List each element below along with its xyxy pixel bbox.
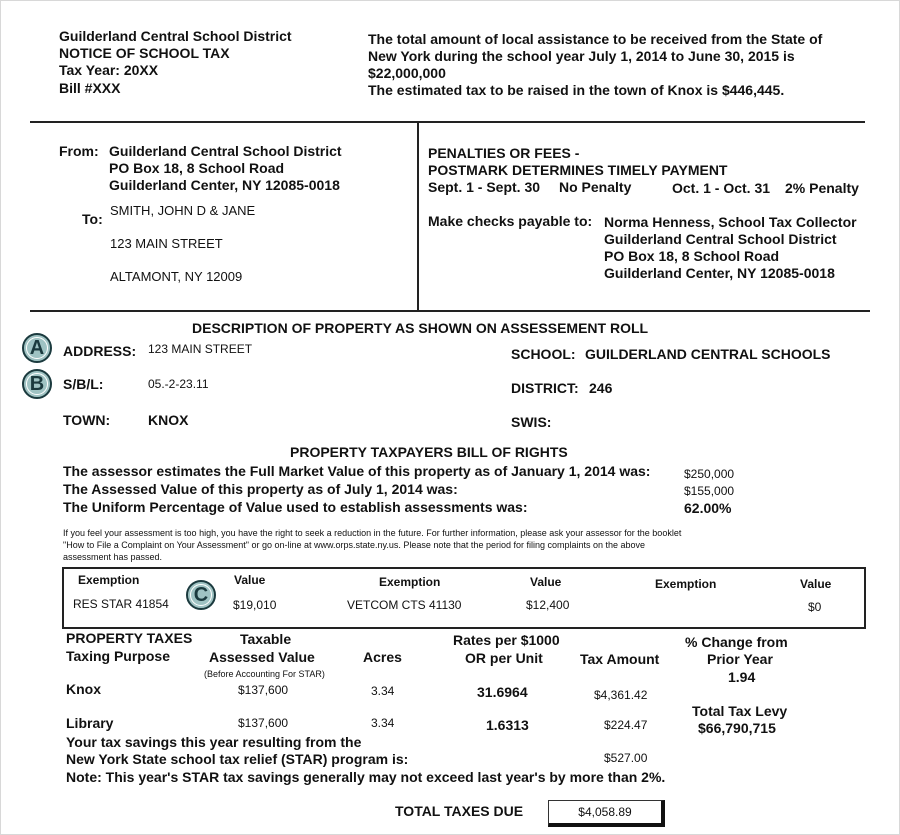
ex-header-exemption3: Exemption (655, 577, 717, 591)
bottom-rule (30, 310, 870, 312)
district-value: 246 (589, 380, 613, 396)
ex-header-value1: Value (234, 573, 266, 587)
header-bill: Bill #XXX (59, 80, 121, 96)
penalty-value2: 2% Penalty (785, 180, 859, 196)
header-tax-year: Tax Year: 20XX (59, 62, 159, 78)
tax-header-change2: Prior Year (707, 651, 773, 667)
ex-header-value3: Value (800, 577, 832, 591)
payee-line1: Norma Henness, School Tax Collector (604, 214, 857, 230)
town-value: KNOX (148, 412, 189, 428)
town-label: TOWN: (63, 412, 111, 428)
marker-a-icon (22, 333, 52, 363)
penalty-period2: Oct. 1 - Oct. 31 (672, 180, 771, 196)
penalty-period1: Sept. 1 - Sept. 30 (428, 179, 541, 195)
swis-label: SWIS: (511, 414, 552, 430)
address-label: ADDRESS: (63, 343, 137, 359)
total-label: TOTAL TAXES DUE (395, 803, 524, 819)
ex-value3: $0 (808, 600, 822, 614)
to-city: ALTAMONT, NY 12009 (110, 269, 243, 284)
marker-a-label: A (29, 337, 45, 359)
rights-title: PROPERTY TAXPAYERS BILL OF RIGHTS (290, 444, 568, 460)
tax-row-library-acres: 3.34 (371, 716, 395, 730)
tax-header-assessed3: (Before Accounting For STAR) (204, 669, 325, 679)
exemptions-box (62, 567, 866, 629)
payable-label: Make checks payable to: (428, 213, 593, 229)
rights-note3: assessment has passed. (63, 552, 163, 562)
levy-value: $66,790,715 (698, 720, 776, 736)
total-value: $4,058.89 (548, 800, 665, 827)
tax-header-acres: Acres (363, 649, 402, 665)
marker-b-icon (22, 369, 52, 399)
ex-item2: VETCOM CTS 41130 (347, 598, 462, 612)
tax-header-purpose2: Taxing Purpose (66, 648, 170, 664)
rights-note2: "How to File a Complaint on Your Assessment" or go on-line at www.orps.state.ny.us. Please note that the period for filing complaints on the above (63, 540, 646, 550)
tax-header-purpose1: PROPERTY TAXES (66, 630, 193, 646)
change-value: 1.94 (728, 669, 756, 685)
description-title: DESCRIPTION OF PROPERTY AS SHOWN ON ASSESSEMENT ROLL (192, 320, 649, 336)
ex-value1: $19,010 (233, 598, 277, 612)
marker-b-label: B (29, 373, 45, 395)
savings-line1: Your tax savings this year resulting from the (66, 734, 362, 750)
payee-line3: PO Box 18, 8 School Road (604, 248, 780, 264)
payee-line2: Guilderland Central School District (604, 231, 837, 247)
ex-header-exemption2: Exemption (379, 575, 441, 589)
tax-row-library-purpose: Library (66, 715, 114, 731)
sbl-label: S/B/L: (63, 376, 104, 392)
header-assist-line1: The total amount of local assistance to be received from the State of (368, 31, 823, 47)
header-assist-line3: $22,000,000 (368, 65, 446, 81)
ex-header-exemption1: Exemption (78, 573, 140, 587)
tax-row-knox-purpose: Knox (66, 681, 101, 697)
header-notice: NOTICE OF SCHOOL TAX (59, 45, 230, 61)
fmv-text: The assessor estimates the Full Market Value of this property as of January 1, 2014 was: (63, 463, 651, 479)
header-assist-line2: New York during the school year July 1, 2014 to June 30, 2015 is (368, 48, 795, 64)
header-levy-line: The estimated tax to be raised in the town of Knox is $446,445. (368, 82, 785, 98)
tax-row-library-rate: 1.6313 (486, 717, 529, 733)
from-line1: Guilderland Central School District (109, 143, 342, 159)
tax-row-knox-amount: $4,361.42 (594, 688, 648, 702)
school-value: GUILDERLAND CENTRAL SCHOOLS (585, 346, 831, 362)
rights-note1: If you feel your assessment is too high, you have the right to seek a reduction in the future. For further information, please ask your assessor for the booklet (63, 528, 682, 538)
to-label: To: (82, 211, 103, 227)
ex-item1: RES STAR 41854 (73, 597, 169, 611)
district-label: DISTRICT: (511, 380, 579, 396)
penalty-title2: POSTMARK DETERMINES TIMELY PAYMENT (428, 162, 728, 178)
fmv-value: $250,000 (684, 467, 735, 481)
ex-value2: $12,400 (526, 598, 570, 612)
middle-divider (417, 121, 419, 312)
av-text: The Assessed Value of this property as of July 1, 2014 was: (63, 481, 458, 497)
from-line2: PO Box 18, 8 School Road (109, 160, 285, 176)
tax-row-library-assessed: $137,600 (238, 716, 289, 730)
tax-row-knox-assessed: $137,600 (238, 683, 289, 697)
address-value: 123 MAIN STREET (148, 342, 253, 356)
penalty-value1: No Penalty (559, 179, 632, 195)
school-label: SCHOOL: (511, 346, 576, 362)
tax-header-assessed2: Assessed Value (209, 649, 315, 665)
savings-value: $527.00 (604, 751, 648, 765)
tax-header-assessed1: Taxable (240, 631, 292, 647)
levy-label: Total Tax Levy (692, 703, 788, 719)
tax-row-library-amount: $224.47 (604, 718, 648, 732)
uniform-value: 62.00% (684, 500, 732, 516)
uniform-text: The Uniform Percentage of Value used to establish assessments was: (63, 499, 528, 515)
sbl-value: 05.-2-23.11 (148, 377, 209, 391)
top-rule (30, 121, 865, 123)
tax-header-rates2: OR per Unit (465, 650, 543, 666)
tax-header-rates1: Rates per $1000 (453, 632, 560, 648)
star-note: Note: This year's STAR tax savings generally may not exceed last year's by more than 2%. (66, 769, 666, 785)
to-street: 123 MAIN STREET (110, 236, 223, 251)
tax-header-amount: Tax Amount (580, 651, 660, 667)
av-value: $155,000 (684, 484, 735, 498)
ex-header-value2: Value (530, 575, 562, 589)
savings-line2: New York State school tax relief (STAR) program is: (66, 751, 409, 767)
tax-header-change1: % Change from (685, 634, 788, 650)
penalty-title1: PENALTIES OR FEES - (428, 145, 580, 161)
from-line3: Guilderland Center, NY 12085-0018 (109, 177, 340, 193)
payee-line4: Guilderland Center, NY 12085-0018 (604, 265, 835, 281)
marker-c-label: C (193, 584, 209, 606)
tax-row-knox-acres: 3.34 (371, 684, 395, 698)
header-district: Guilderland Central School District (59, 28, 292, 44)
tax-row-knox-rate: 31.6964 (477, 684, 528, 700)
to-name: SMITH, JOHN D & JANE (110, 203, 256, 218)
from-label: From: (59, 143, 99, 159)
